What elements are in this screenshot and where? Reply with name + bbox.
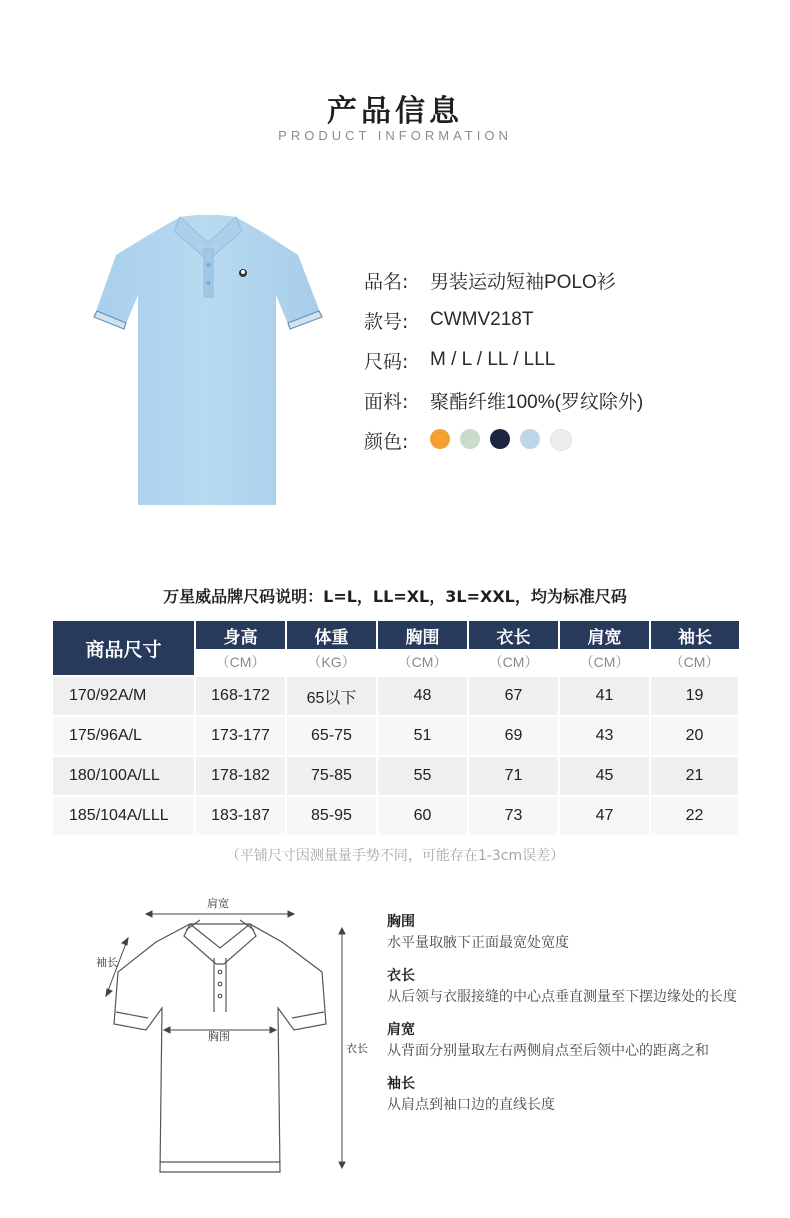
definition-term: 衣长 [387,968,415,984]
page-subtitle: PRODUCT INFORMATION [278,128,512,143]
definition-text: 从后领与衣服接缝的中心点垂直测量至下摆边缘处的长度 [387,989,737,1005]
color-swatch-4[interactable] [520,429,540,449]
value-cell: 168-172 [195,676,286,716]
definition-text: 水平量取腋下正面最宽处宽度 [387,935,569,951]
table-row [53,716,739,756]
size-cell: 175/96A/L [53,716,195,756]
measurement-definitions [387,912,747,1128]
column-header: 身高 [195,621,286,649]
color-swatch-5[interactable] [550,429,572,451]
column-unit: （CM） [559,649,650,676]
column-header: 衣长 [468,621,559,649]
size-table [53,621,740,835]
color-swatch-1[interactable] [430,429,450,449]
column-unit: （CM） [195,649,286,676]
material-label: 面料: [364,390,409,413]
product-info [364,260,643,460]
page-title: 产品信息 [327,94,463,129]
size-cell: 170/92A/M [53,676,195,716]
table-row [53,756,739,796]
value-cell: 60 [377,796,468,835]
size-label: 尺码: [364,350,409,373]
product-name: 男装运动短袖POLO衫 [430,271,616,293]
info-row-size [364,340,643,380]
color-swatch-2[interactable] [460,429,480,449]
column-header: 肩宽 [559,621,650,649]
value-cell: 65-75 [286,716,377,756]
value-cell: 73 [468,796,559,835]
definition-term: 肩宽 [387,1022,415,1038]
value-cell: 22 [650,796,739,835]
column-header: 胸围 [377,621,468,649]
color-swatch-3[interactable] [490,429,510,449]
size-table-corner: 商品尺寸 [53,621,195,676]
product-material: 聚酯纤维100%(罗纹除外) [430,391,644,413]
size-cell: 180/100A/LL [53,756,195,796]
value-cell: 20 [650,716,739,756]
size-note: 万星威品牌尺码说明：L=L，LL=XL，3L=XXL，均为标准尺码 [163,587,627,606]
value-cell: 41 [559,676,650,716]
definition-text: 从背面分别量取左右两侧肩点至后领中心的距离之和 [387,1043,709,1059]
value-cell: 67 [468,676,559,716]
value-cell: 19 [650,676,739,716]
value-cell: 183-187 [195,796,286,835]
definition-text: 从肩点到袖口边的直线长度 [387,1097,555,1113]
size-table-header [53,621,739,676]
column-header: 体重 [286,621,377,649]
product-image [92,205,324,507]
shoulder-label: 肩宽 [207,897,229,910]
info-row-name [364,260,643,300]
measure-footnote: （平铺尺寸因测量量手势不同，可能存在1-3cm误差） [225,848,565,864]
definition-term: 胸围 [387,914,415,930]
style-label: 款号: [364,310,409,333]
column-unit: （KG） [286,649,377,676]
color-label: 颜色: [364,430,409,453]
value-cell: 71 [468,756,559,796]
value-cell: 47 [559,796,650,835]
product-style: CWMV218T [430,309,534,330]
value-cell: 45 [559,756,650,796]
sleeve-label: 袖长 [96,956,118,969]
value-cell: 75-85 [286,756,377,796]
value-cell: 51 [377,716,468,756]
measurement-diagram [60,880,390,1190]
info-row-style [364,300,643,340]
table-row [53,676,739,716]
column-header: 袖长 [650,621,739,649]
size-table-body [53,676,739,835]
info-row-material [364,380,643,420]
column-unit: （CM） [650,649,739,676]
value-cell: 65以下 [286,676,377,716]
name-label: 品名: [364,270,409,293]
column-unit: （CM） [468,649,559,676]
value-cell: 43 [559,716,650,756]
product-sizes: M / L / LL / LLL [430,349,556,370]
table-row [53,796,739,835]
length-label: 衣长 [346,1042,368,1055]
value-cell: 48 [377,676,468,716]
info-row-color [364,420,643,460]
column-unit: （CM） [377,649,468,676]
value-cell: 178-182 [195,756,286,796]
value-cell: 69 [468,716,559,756]
value-cell: 173-177 [195,716,286,756]
size-cell: 185/104A/LLL [53,796,195,835]
value-cell: 85-95 [286,796,377,835]
chest-label: 胸围 [208,1030,230,1043]
color-swatches [430,429,572,451]
value-cell: 21 [650,756,739,796]
definition-term: 袖长 [387,1076,415,1092]
value-cell: 55 [377,756,468,796]
